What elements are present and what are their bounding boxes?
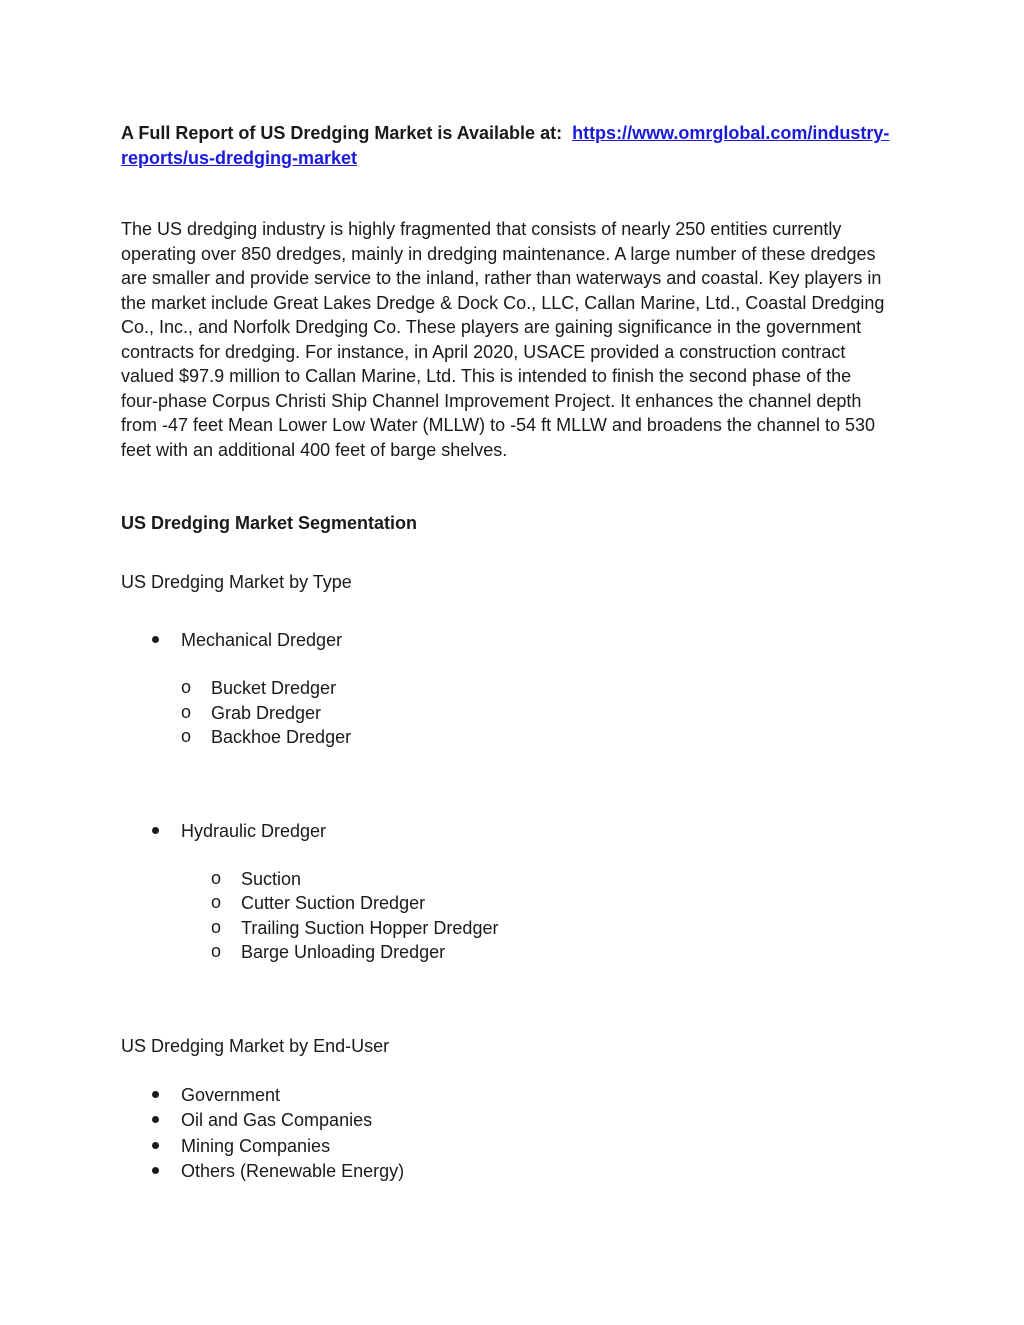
intro-line: valued $97.9 million to Callan Marine, Ltd. This is intended to finish the second phase of the xyxy=(121,366,852,386)
intro-line: four-phase Corpus Christi Ship Channel Improvement Project. It enhances the channel depth xyxy=(121,390,862,411)
sub-bullet-marker: o xyxy=(211,868,222,888)
hydraulic-sub-item: Suction xyxy=(241,869,302,889)
intro-line: The US dredging industry is highly fragmented that consists of nearly 250 entities currently xyxy=(121,219,842,239)
intro-line: from -47 feet Mean Lower Low Water (MLLW) to -54 ft MLLW and broadens the channel to 530 xyxy=(121,415,876,435)
hydraulic-sub-item: Cutter Suction Dredger xyxy=(241,893,426,913)
hydraulic-sub-item: Trailing Suction Hopper Dredger xyxy=(241,918,499,938)
sub-bullet-marker: o xyxy=(181,702,192,722)
mechanical-sub-item: Grab Dredger xyxy=(211,703,322,723)
by-type-label: US Dredging Market by Type xyxy=(121,572,352,592)
intro-line: are smaller and provide service to the inland, rather than waterways and coastal. Key players in xyxy=(121,268,882,288)
bullet-dot-icon xyxy=(152,1142,159,1149)
report-link-part2[interactable]: reports/us-dredging-market xyxy=(121,148,358,168)
report-link-line2 xyxy=(121,146,357,170)
intro-line: feet with an additional 400 feet of barge shelves. xyxy=(121,439,508,460)
intro-line: Co., Inc., and Norfolk Dredging Co. These players are gaining significance in the government xyxy=(121,317,862,337)
bullet-dot-icon xyxy=(152,1091,159,1098)
report-availability-line xyxy=(121,121,889,145)
intro-line: operating over 850 dredges, mainly in dredging maintenance. A large number of these dredges xyxy=(121,243,876,264)
mechanical-dredger-item: Mechanical Dredger xyxy=(181,630,343,650)
mechanical-sub-item: Backhoe Dredger xyxy=(211,727,352,747)
sub-bullet-marker: o xyxy=(211,917,222,937)
hydraulic-sub-item: Barge Unloading Dredger xyxy=(241,942,446,962)
bullet-dot-icon xyxy=(152,1116,159,1123)
segmentation-heading: US Dredging Market Segmentation xyxy=(121,513,418,533)
end-user-item: Government xyxy=(181,1085,281,1105)
intro-line: contracts for dredging. For instance, in April 2020, USACE provided a construction contract xyxy=(121,341,846,362)
sub-bullet-marker: o xyxy=(181,726,192,746)
intro-paragraph xyxy=(121,217,911,462)
by-end-user-label: US Dredging Market by End-User xyxy=(121,1036,390,1056)
bullet-dot-icon xyxy=(152,636,159,643)
sub-bullet-marker: o xyxy=(211,892,222,912)
report-link-part1[interactable]: https://www.omrglobal.com/industry- xyxy=(572,123,890,143)
end-user-item: Others (Renewable Energy) xyxy=(181,1161,405,1181)
end-user-item: Mining Companies xyxy=(181,1136,331,1156)
sub-bullet-marker: o xyxy=(211,941,222,961)
bullet-dot-icon xyxy=(152,827,159,834)
intro-line: the market include Great Lakes Dredge & Dock Co., LLC, Callan Marine, Ltd., Coastal Dredging xyxy=(121,292,885,313)
end-user-item: Oil and Gas Companies xyxy=(181,1110,373,1130)
sub-bullet-marker: o xyxy=(181,677,192,697)
bullet-dot-icon xyxy=(152,1167,159,1174)
hydraulic-dredger-item: Hydraulic Dredger xyxy=(181,821,327,841)
report-lead-text: A Full Report of US Dredging Market is Available at: xyxy=(121,123,563,143)
mechanical-sub-item: Bucket Dredger xyxy=(211,678,337,698)
